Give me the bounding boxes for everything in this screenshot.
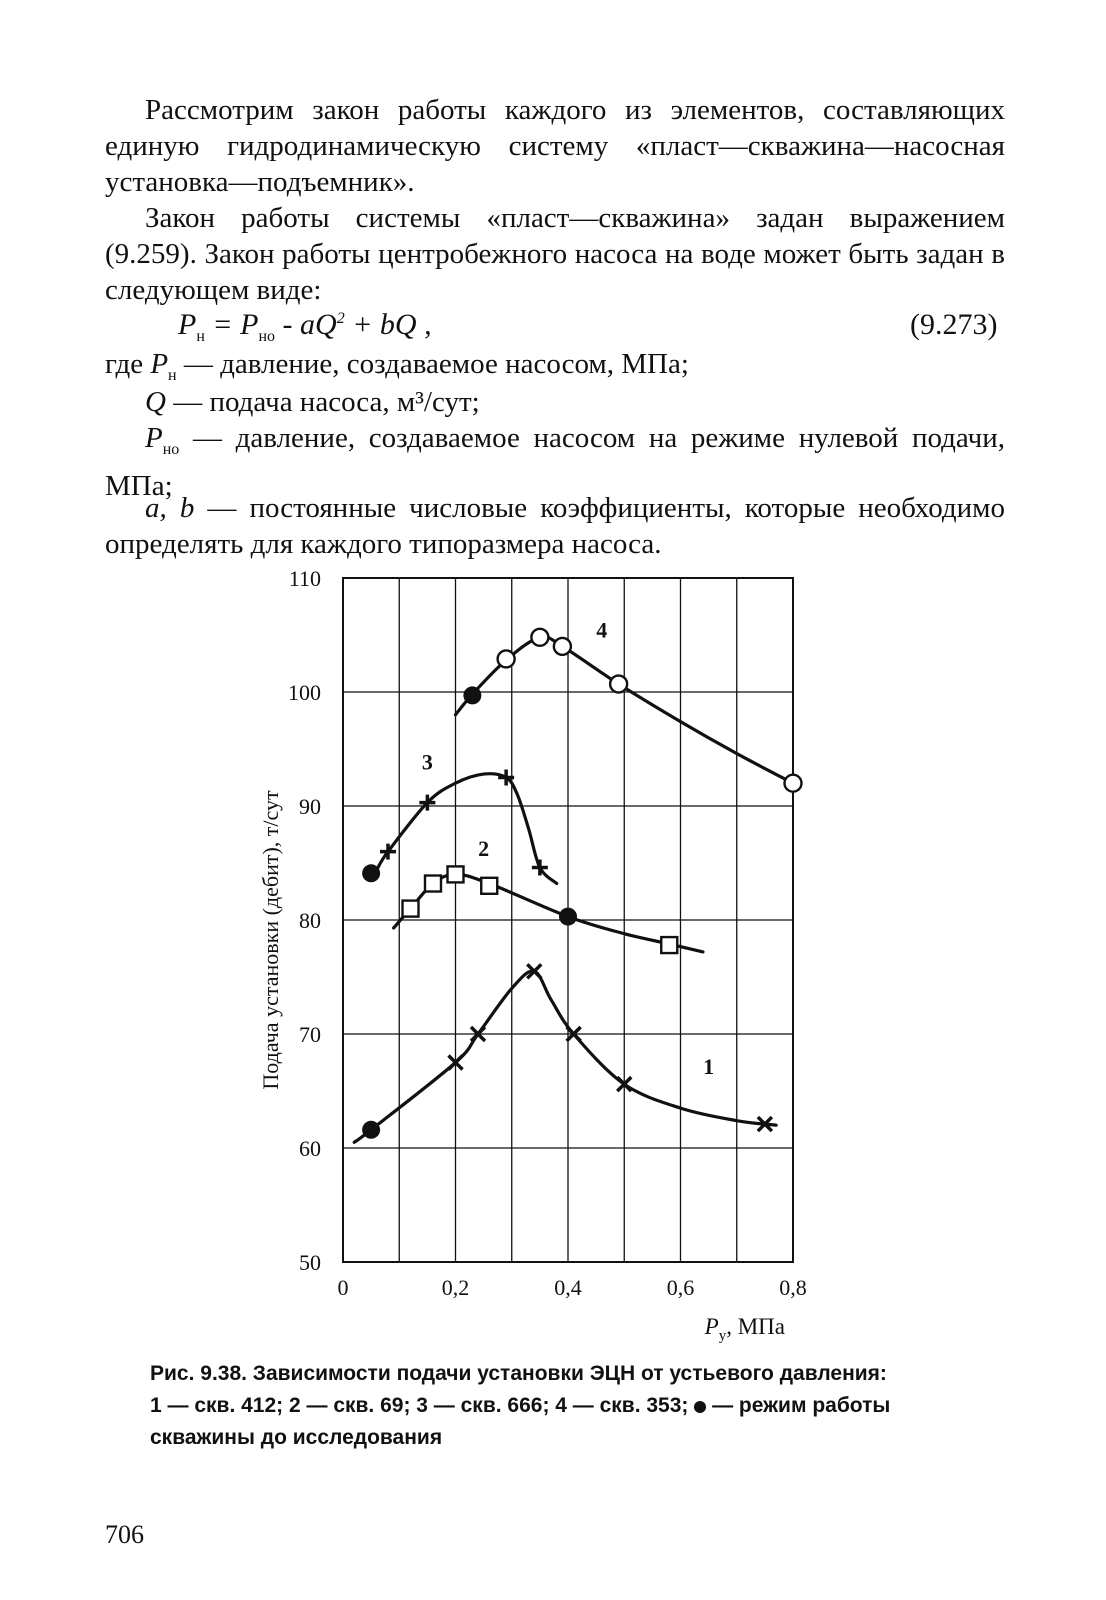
def2-symbol: Q xyxy=(145,386,166,418)
series-2-point xyxy=(661,937,677,953)
definition-q xyxy=(105,384,1005,420)
series-label-1: 1 xyxy=(703,1053,715,1079)
x-tick-label: 0,6 xyxy=(666,1275,695,1300)
eq-sub-n: н xyxy=(196,328,205,345)
series-label-4: 4 xyxy=(596,617,608,643)
y-tick-label: 70 xyxy=(299,1022,321,1047)
figure-caption xyxy=(150,1358,980,1454)
paragraph-intro: Рассмотрим закон работы каждого из элементов, составляющих единую гидродинамическую систему «пласт—скважина—насосная установка—подъемник». xyxy=(105,94,1005,198)
def3-sub: но xyxy=(162,440,180,458)
series-2-point xyxy=(448,866,464,882)
def3-text: — давление, создаваемое насосом на режиме нулевой подачи, МПа; xyxy=(105,422,1005,502)
def1-prefix: где xyxy=(105,348,151,380)
y-tick-label: 50 xyxy=(299,1250,321,1275)
x-tick-label: 0 xyxy=(337,1275,349,1300)
eq-term-bq: + bQ , xyxy=(344,308,432,341)
eq-symbol-p: P xyxy=(178,308,197,341)
series-2-point xyxy=(425,876,441,892)
y-tick-label: 100 xyxy=(288,680,321,705)
series-label-3: 3 xyxy=(421,749,433,775)
filled-dot-icon xyxy=(694,1401,706,1413)
equation-number: (9.273) xyxy=(910,308,998,341)
series-2-point xyxy=(481,878,497,894)
caption-legend xyxy=(150,1390,980,1454)
y-tick-label: 90 xyxy=(299,794,321,819)
series-2-point xyxy=(403,901,419,917)
eq-middle: = P xyxy=(204,308,259,341)
series-label-2: 2 xyxy=(478,836,490,862)
x-tick-label: 0,8 xyxy=(779,1275,807,1300)
x-axis-label: $P_у$, МПа xyxy=(704,1314,785,1344)
def1-text: — давление, создаваемое насосом, МПа; xyxy=(176,348,689,380)
y-tick-label: 110 xyxy=(288,566,321,591)
series-1-initial-mode-point xyxy=(362,1121,380,1139)
def2-text: — подача насоса, м³/сут; xyxy=(165,386,480,418)
series-3-initial-mode-point xyxy=(362,864,380,882)
def4-text: — постоянные числовые коэффициенты, которые необходимо определять для каждого типоразмера насоса. xyxy=(105,492,1005,560)
def1-symbol: P xyxy=(150,348,169,380)
series-4-point xyxy=(785,775,802,792)
series-4-point xyxy=(498,650,515,667)
paragraph-law: Закон работы системы «пласт—скважина» задан выражением (9.259). Закон работы центробежного насоса на воде может быть задан в следующем виде: xyxy=(105,202,1005,306)
x-tick-label: 0,2 xyxy=(441,1275,470,1300)
y-axis-label: Подача установки (дебит), т/сут xyxy=(258,790,283,1090)
eq-term-aq: - aQ xyxy=(275,308,337,341)
series-4-initial-mode-point xyxy=(463,686,481,704)
eq-sup-2: 2 xyxy=(336,310,345,327)
series-3-line xyxy=(377,774,557,884)
definition-ab xyxy=(105,490,1005,562)
y-tick-label: 80 xyxy=(299,908,321,933)
series-4-point xyxy=(610,676,627,693)
eq-sub-no: но xyxy=(258,328,276,345)
caption-legend-b: — режим работы скважины до исследования xyxy=(150,1394,891,1449)
x-tick-label: 0,4 xyxy=(554,1275,582,1300)
series-4-point xyxy=(554,638,571,655)
def1-sub: н xyxy=(168,366,177,384)
series-2-initial-mode-point xyxy=(559,908,577,926)
def3-symbol: P xyxy=(145,422,163,454)
figure-9-38-chart xyxy=(250,565,850,1355)
caption-title: Рис. 9.38. Зависимости подачи установки ЭЦН от устьевого давления: xyxy=(150,1362,887,1385)
def4-symbol: a, b xyxy=(145,492,195,524)
page-number: 706 xyxy=(105,1520,144,1549)
series-4-point xyxy=(531,629,548,646)
caption-legend-a: 1 — скв. 412; 2 — скв. 69; 3 — скв. 666; 4 — скв. 353; xyxy=(150,1394,689,1417)
equation-9-273 xyxy=(178,308,432,346)
y-tick-label: 60 xyxy=(299,1136,321,1161)
